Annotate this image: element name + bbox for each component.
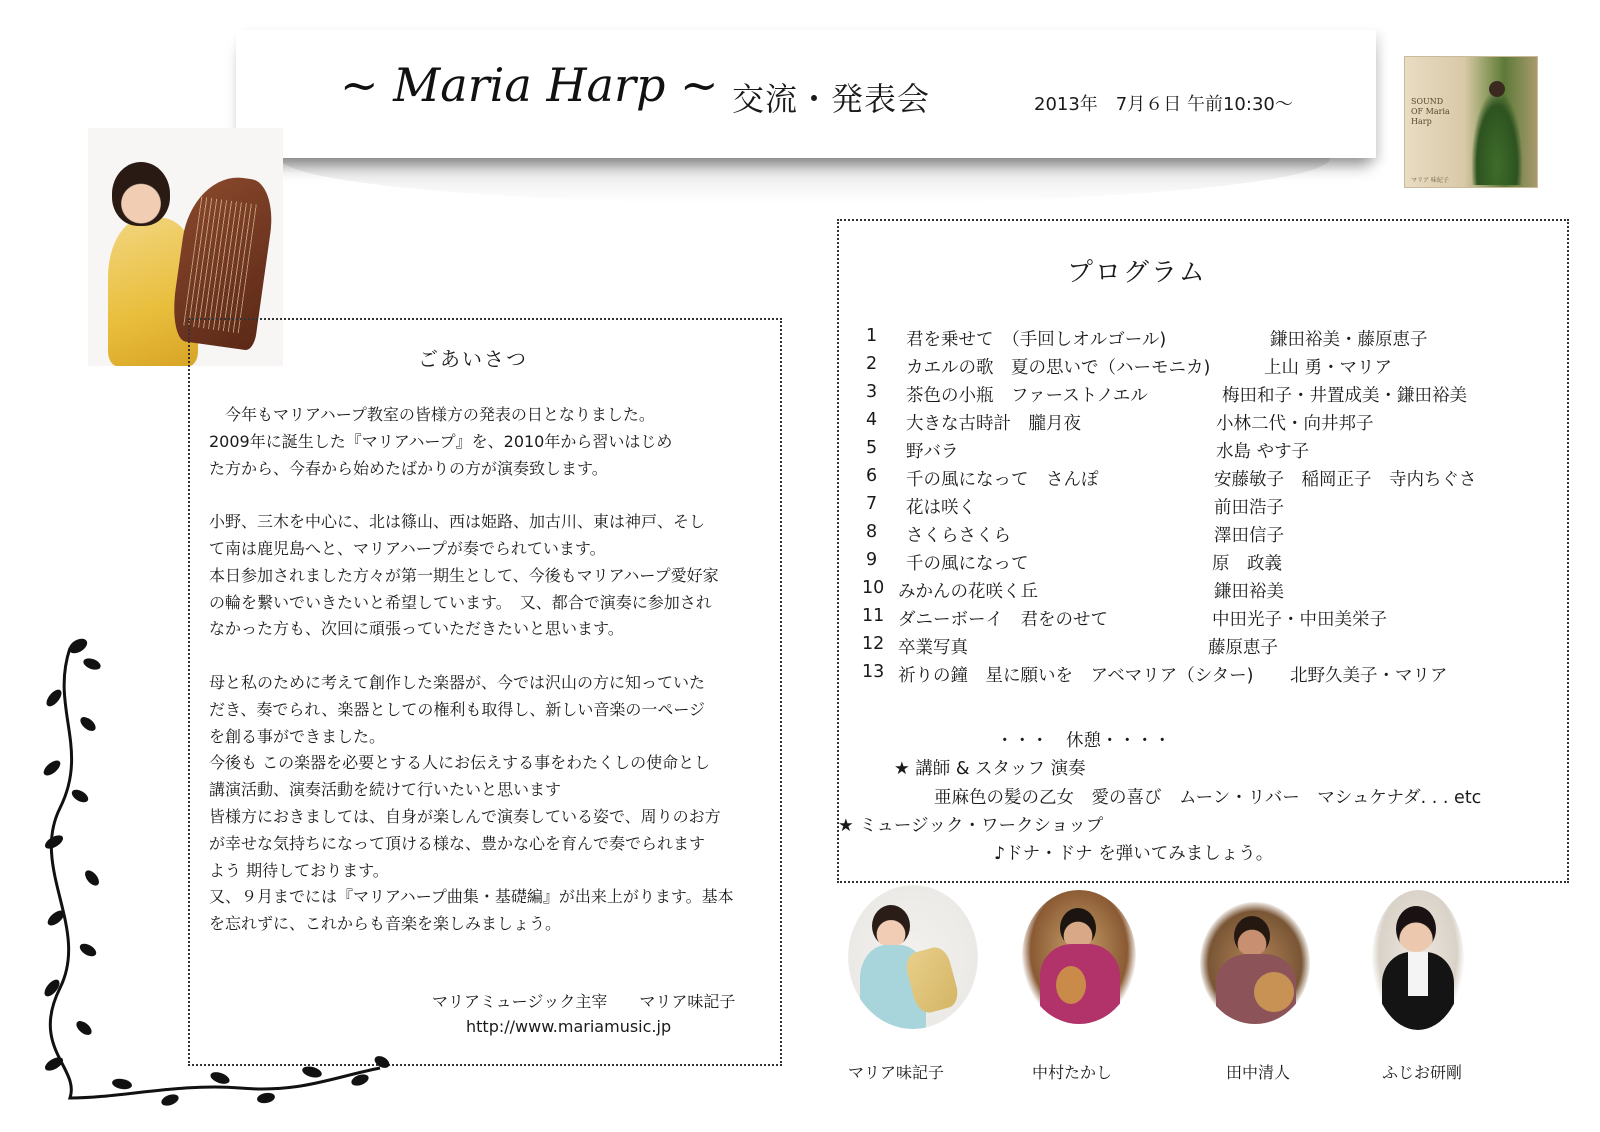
performer-head: [1060, 908, 1096, 948]
program-item-performers: 梅田和子・井置成美・鎌田裕美: [1222, 386, 1467, 406]
program-item-title: 千の風になって さんぽ: [906, 470, 1099, 490]
performer-head: [872, 905, 910, 947]
program-item-title: 君を乗せて （手回しオルゴール): [906, 330, 1167, 350]
program-item-number: 9: [866, 550, 878, 570]
intermission-label: ・・・ 休憩・・・・: [996, 731, 1171, 751]
program-item-number: 11: [862, 606, 885, 626]
program-title: プログラム: [1067, 258, 1207, 288]
program-item-performers: 鎌田裕美・藤原恵子: [1270, 330, 1428, 350]
program-item-number: 13: [862, 662, 885, 682]
staff-performance-songs: 亜麻色の髪の乙女 愛の喜び ムーン・リバー マシュケナダ. . . etc: [934, 788, 1482, 808]
greeting-line: が幸せな気持ちになって頂ける様な、豊かな心を育んで奏でられます: [209, 833, 706, 853]
program-item-title: 野バラ: [906, 442, 959, 462]
program-item-title: 卒業写真: [898, 638, 968, 658]
program-item-number: 1: [866, 326, 878, 346]
event-title: 交流・発表会: [732, 80, 931, 118]
program-item-title: さくらさくら: [906, 526, 1011, 546]
program-item-title: みかんの花咲く丘: [898, 582, 1038, 602]
program-item-number: 10: [862, 578, 885, 598]
program-item-performers: 安藤敏子 稲岡正子 寺内ちぐさ: [1214, 470, 1477, 490]
workshop-heading: ★ ミュージック・ワークショップ: [838, 816, 1104, 836]
program-item-performers: 澤田信子: [1214, 526, 1284, 546]
program-item-number: 12: [862, 634, 885, 654]
greeting-line: 皆様方におきましては、自身が楽しんで演奏している姿で、周りのお方: [209, 806, 721, 826]
greeting-line: の輪を繋いでいきたいと希望しています。 又、都合で演奏に参加され: [209, 592, 712, 612]
program-item-performers: 原 政義: [1212, 554, 1282, 574]
greeting-line: 母と私のために考えて創作した楽器が、今では沢山の方に知っていた: [209, 672, 706, 692]
greeting-line: 又、９月までには『マリアハープ曲集・基礎編』が出来上がります。基本: [209, 887, 734, 907]
cd-cover-head: [1489, 81, 1505, 97]
greeting-line: を創る事ができました。: [209, 726, 386, 746]
workshop-detail: ♪ドナ・ドナ を弾いてみましょう。: [994, 844, 1274, 864]
greeting-title: ごあいさつ: [418, 347, 528, 371]
greeting-line: た方から、今春から始めたばかりの方が演奏致します。: [209, 458, 608, 478]
greeting-line: 本日参加されました方々が第一期生として、今後もマリアハープ愛好家: [209, 565, 719, 585]
program-item-title: 千の風になって: [906, 554, 1029, 574]
performer-head: [1234, 916, 1270, 956]
performer-name: 中村たかし: [1032, 1063, 1113, 1082]
ukulele-image: [1056, 966, 1086, 1004]
program-item-performers: 前田浩子: [1214, 498, 1284, 518]
program-item-title: ダニーボーイ 君をのせて: [898, 610, 1108, 630]
program-item-performers: 上山 勇・マリア: [1264, 358, 1393, 378]
event-date: 2013年 7月６日 午前10:30〜: [1034, 94, 1293, 115]
program-item-performers: 小林二代・向井邦子: [1216, 414, 1374, 434]
performer-photo: [848, 885, 978, 1029]
performer-shirt: [1408, 952, 1428, 996]
website-link[interactable]: http://www.mariamusic.jp: [466, 1017, 672, 1036]
program-item-number: 2: [866, 354, 878, 374]
greeting-line: 今後も この楽器を必要とする人にお伝えする事をわたくしの使命とし: [209, 753, 711, 773]
staff-performance-heading: ★ 講師 & スタッフ 演奏: [894, 759, 1086, 779]
program-item-number: 8: [866, 522, 878, 542]
program-item-performers: 中田光子・中田美栄子: [1212, 610, 1387, 630]
greeting-line: 今年もマリアハープ教室の皆様方の発表の日となりました。: [209, 405, 655, 424]
harpist-head: [112, 162, 170, 226]
floral-vine-ornament: [30, 628, 410, 1128]
greeting-line: て南は鹿児島へと、マリアハープが奏でられています。: [209, 538, 606, 558]
performer-photo: [1022, 890, 1136, 1024]
program-item-title: 花は咲く: [906, 498, 976, 518]
cd-cover-subtitle: マリア 味紀子: [1411, 177, 1449, 184]
program-item-number: 5: [866, 438, 878, 458]
program-item-title: カエルの歌 夏の思いで（ハーモニカ): [906, 358, 1211, 378]
greeting-line: なかった方も、次回に頑張っていただきたいと思います。: [209, 619, 624, 639]
program-item-number: 6: [866, 466, 878, 486]
program-item-performers: 鎌田裕美: [1214, 582, 1284, 602]
guitar-image: [1254, 972, 1294, 1012]
program-item-title: 祈りの鐘 星に願いを アベマリア（シター): [898, 666, 1254, 686]
program-item-number: 4: [866, 410, 878, 430]
performer-name: ふじお研剛: [1382, 1063, 1463, 1082]
performer-head: [1396, 906, 1436, 952]
performer-name: マリア味記子: [848, 1063, 945, 1082]
greeting-line: よう 期待しております。: [209, 860, 389, 880]
program-item-performers: 藤原恵子: [1208, 638, 1278, 658]
greeting-line: 2009年に誕生した『マリアハープ』を、2010年から習いはじめ: [209, 431, 673, 451]
banner-shadow: [280, 158, 1330, 204]
cd-cover-image: [1404, 56, 1538, 188]
program-item-performers: 水島 やす子: [1216, 442, 1310, 462]
greeting-line: だき、奏でられ、楽器としての権利も取得し、新しい音楽の一ページ: [209, 699, 706, 719]
program-item-performers: 北野久美子・マリア: [1290, 666, 1448, 686]
program-item-title: 大きな古時計 朧月夜: [906, 414, 1081, 434]
signature: マリアミュージック主宰 マリア味記子: [432, 992, 736, 1011]
greeting-line: 小野、三木を中心に、北は篠山、西は姫路、加古川、東は神戸、そし: [209, 512, 706, 532]
brand-title: ~ Maria Harp ~: [340, 58, 719, 112]
program-item-number: 3: [866, 382, 878, 402]
paragraph-gap: [209, 482, 769, 509]
program-item-title: 茶色の小瓶 ファーストノエル: [906, 386, 1148, 406]
cd-cover-title: SOUND OF Maria Harp: [1411, 97, 1450, 126]
program-item-number: 7: [866, 494, 878, 514]
greeting-line: を忘れずに、これからも音楽を楽しみましょう。: [209, 914, 562, 934]
cd-cover-figure: [1471, 89, 1523, 185]
greeting-line: 講演活動、演奏活動を続けて行いたいと思います: [209, 780, 562, 800]
performer-photo: [1372, 890, 1464, 1030]
performer-photo: [1200, 902, 1310, 1024]
performer-name: 田中清人: [1226, 1063, 1291, 1082]
